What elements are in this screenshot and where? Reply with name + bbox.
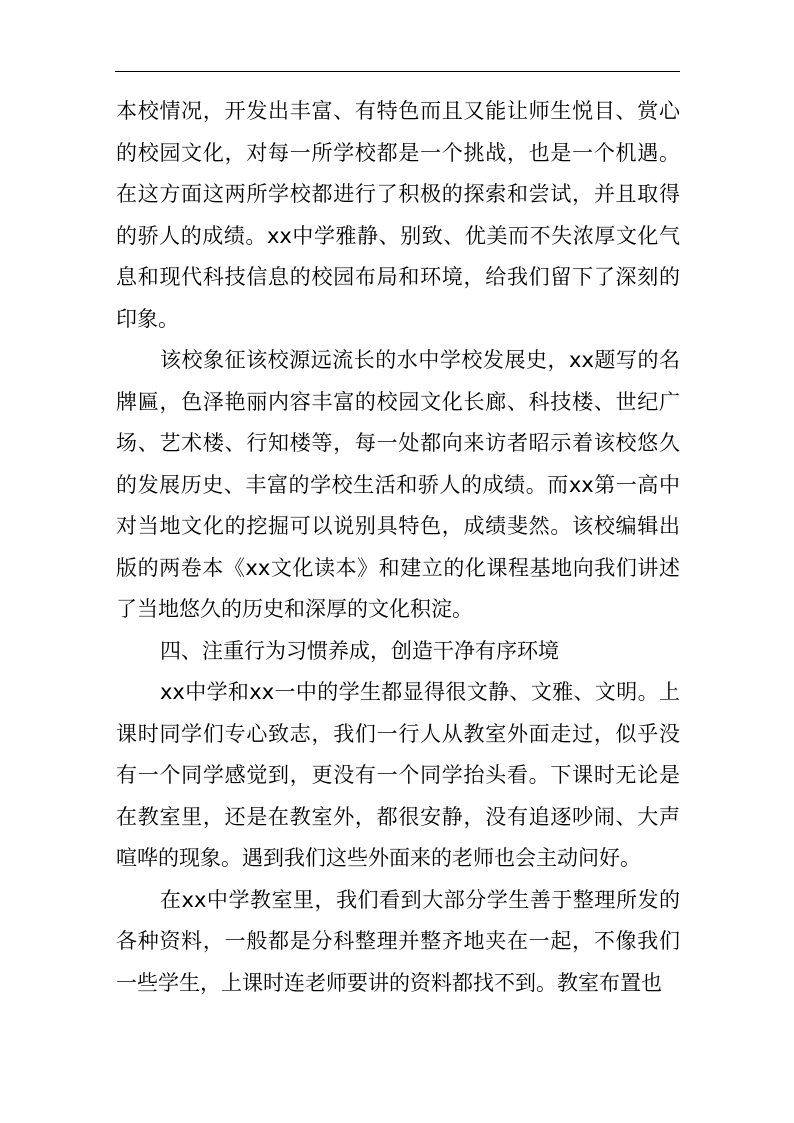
section-heading: 四、注重行为习惯养成，创造干净有序环境 xyxy=(160,638,559,663)
paragraph-1: 本校情况，开发出丰富、有特色而且又能让师生悦目、赏心的校园文化，对每一所学校都是一个挑战，也是一个机遇。在这方面这两所学校都进行了积极的探索和尝试，并且取得的骄人的成绩。xx中学雅静、别致、优美而不失浓厚文化气息和现代科技信息的校园布局和环境，给我们留下了深刻的印象。 xyxy=(116,99,680,331)
paragraph-2: 该校象征该校源远流长的水中学校发展史，xx题写的名牌匾，色泽艳丽内容丰富的校园文化长廊、科技楼、世纪广场、艺术楼、行知楼等，每一处都向来访者昭示着该校悠久的发展历史、丰富的学校生活和骄人的成绩。而xx第一高中对当地文化的挖掘可以说别具特色，成绩斐然。该校编辑出版的两卷本《xx文化读本》和建立的化课程基地向我们讲述了当地悠久的历史和深厚的文化积淀。 xyxy=(116,348,680,621)
header-rule xyxy=(115,71,680,72)
document-body xyxy=(116,91,680,1004)
paragraph-3: xx中学和xx一中的学生都显得很文静、文雅、文明。上课时同学们专心致志，我们一行人从教室外面走过，似乎没有一个同学感觉到，更没有一个同学抬头看。下课时无论是在教室里，还是在教室外，都很安静，没有追逐吵闹、大声喧哗的现象。遇到我们这些外面来的老师也会主动问好。 xyxy=(116,680,680,870)
paragraph-4: 在xx中学教室里，我们看到大部分学生善于整理所发的各种资料，一般都是分科整理并整齐地夹在一起，不像我们一些学生，上课时连老师要讲的资料都找不到。教室布置也 xyxy=(116,887,680,995)
